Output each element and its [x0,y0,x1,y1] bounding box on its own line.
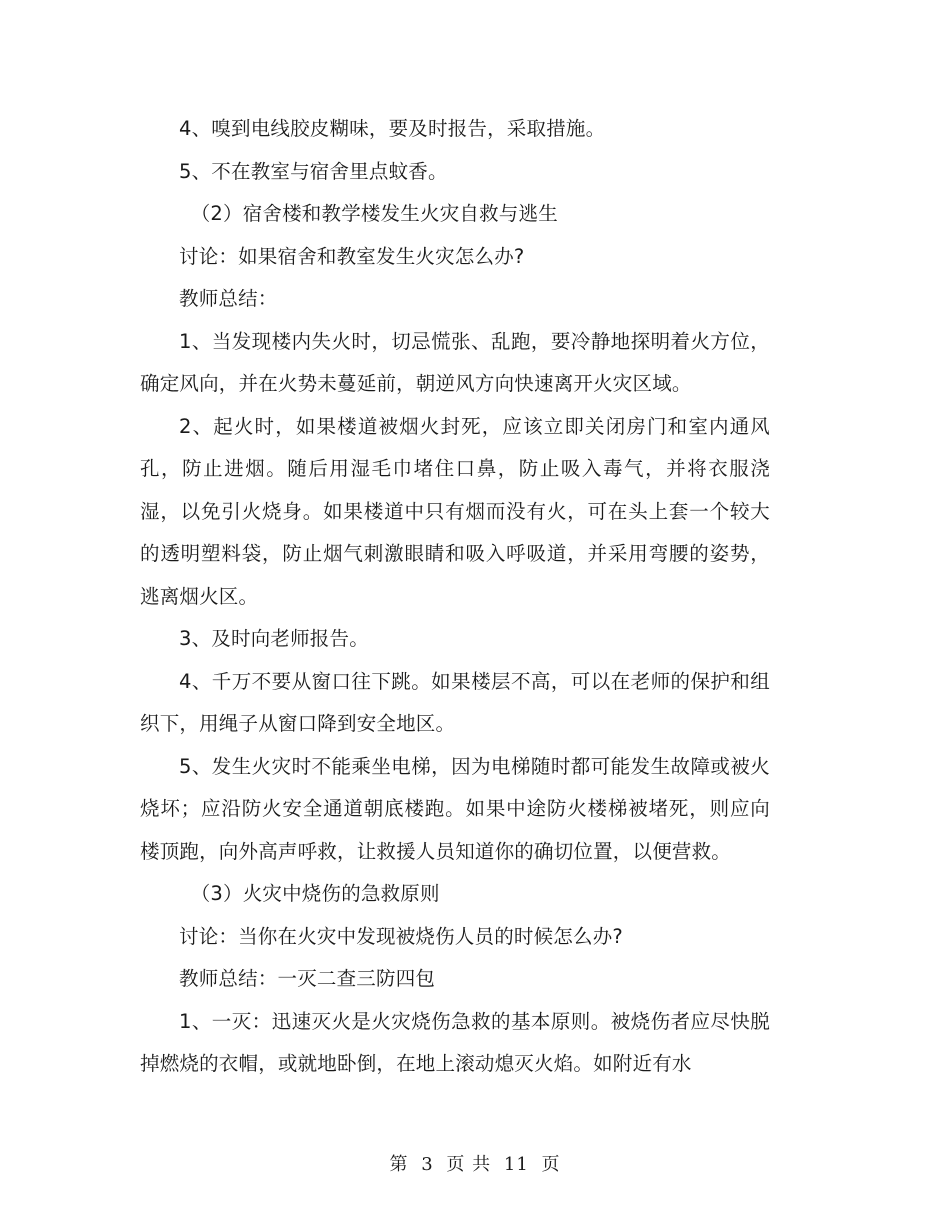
page-footer [0,1150,950,1176]
document-body [140,108,770,1086]
section-heading: （3）火灾中烧伤的急救原则 [190,882,440,905]
paragraph: 2、起火时，如果楼道被烟火封死，应该立即关闭房门和室内通风孔，防止进烟。随后用湿毛巾堵住口鼻，防止吸入毒气，并将衣服浇湿，以免引火烧身。如果楼道中只有烟而没有火，可在头上套一个较大的透明塑料袋，防止烟气刺激眼睛和吸入呼吸道，并采用弯腰的姿势，逃离烟火区。 [140,414,770,608]
paragraph: 教师总结：一灭二查三防四包 [179,967,436,990]
total-pages-number: 11 [503,1154,529,1175]
paragraph: 3、及时向老师报告。 [179,627,369,650]
page-label-mid: 页 共 [446,1154,492,1175]
paragraph: 讨论：当你在火灾中发现被烧伤人员的时候怎么办? [179,924,623,948]
paragraph: 教师总结： [179,287,278,310]
page-label-suffix: 页 [541,1154,561,1175]
paragraph: 4、千万不要从窗口往下跳。如果楼层不高，可以在老师的保护和组织下，用绳子从窗口降到安全地区。 [140,669,770,735]
paragraph: 1、当发现楼内失火时，切忌慌张、乱跑，要冷静地探明着火方位，确定风向，并在火势未蔓延前，朝逆风方向快速离开火灾区域。 [140,329,770,395]
page-label-prefix: 第 [389,1154,409,1175]
paragraph: 1、一灭：迅速灭火是火灾烧伤急救的基本原则。被烧伤者应尽快脱掉燃烧的衣帽，或就地卧倒，在地上滚动熄灭火焰。如附近有水 [140,1009,770,1075]
paragraph: 5、发生火灾时不能乘坐电梯，因为电梯随时都可能发生故障或被火烧坏；应沿防火安全通道朝底楼跑。如果中途防火楼梯被堵死，则应向楼顶跑，向外高声呼救，让救援人员知道你的确切位置，以便营救。 [140,754,770,863]
current-page-number: 3 [421,1154,434,1175]
paragraph: 5、不在教室与宿舍里点蚊香。 [179,159,448,183]
paragraph: 讨论：如果宿舍和教室发生火灾怎么办? [179,244,525,268]
section-heading: （2）宿舍楼和教学楼发生火灾自救与逃生 [190,202,558,225]
paragraph: 4、嗅到电线胶皮糊味，要及时报告，采取措施。 [179,117,606,140]
